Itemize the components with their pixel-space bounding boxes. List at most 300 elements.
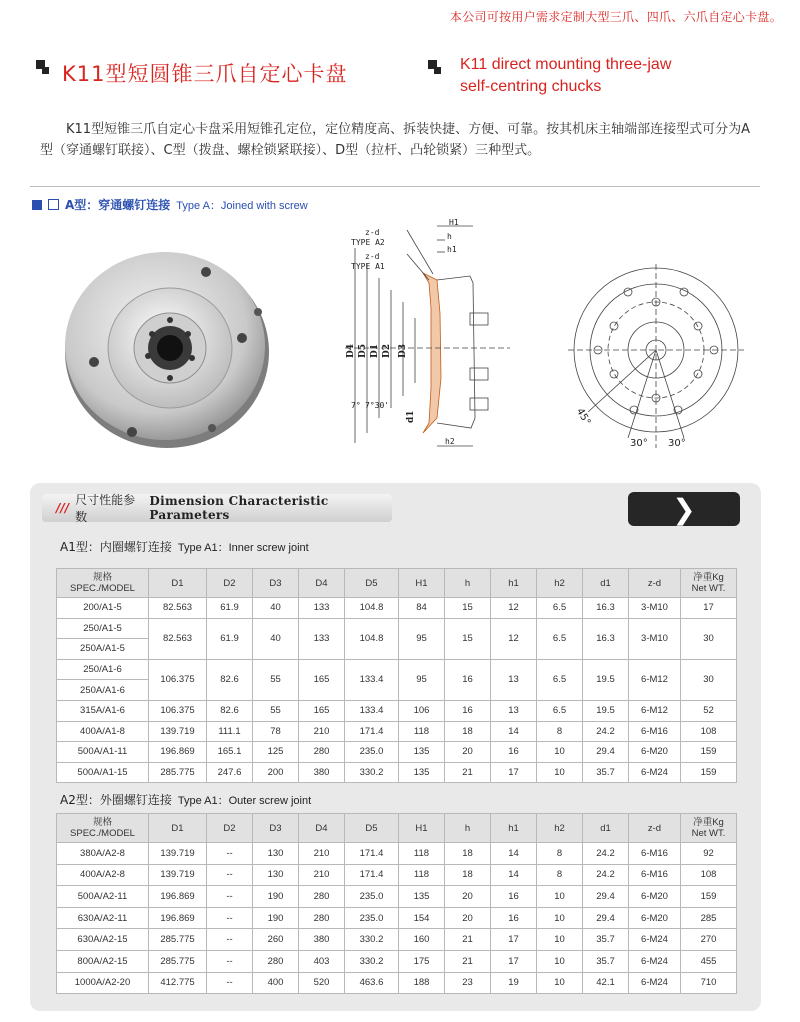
value-cell: 139.719 <box>149 864 207 886</box>
column-header <box>629 814 681 843</box>
value-cell: 78 <box>253 721 299 742</box>
value-cell: 40 <box>253 618 299 659</box>
title-bullet-icon <box>36 60 52 76</box>
value-cell: 95 <box>399 618 445 659</box>
value-cell: 40 <box>253 598 299 619</box>
value-cell: 108 <box>681 864 737 886</box>
value-cell: 135 <box>399 886 445 908</box>
value-cell: 61.9 <box>207 598 253 619</box>
column-header <box>681 569 737 598</box>
model-cell: 500A/A1-11 <box>57 742 149 763</box>
value-cell: 10 <box>537 907 583 929</box>
value-cell: 285.775 <box>149 762 207 783</box>
value-cell: 130 <box>253 843 299 865</box>
label-30deg-a: 30° <box>630 438 648 449</box>
value-cell: 35.7 <box>583 929 629 951</box>
value-cell: 29.4 <box>583 886 629 908</box>
column-header <box>537 569 583 598</box>
header-line: z-d <box>647 577 662 589</box>
header-line: h1 <box>508 577 519 589</box>
header-line: h1 <box>508 822 519 834</box>
value-cell: 285 <box>681 907 737 929</box>
chuck-photo <box>62 242 272 452</box>
label-d1: d1 <box>406 410 416 423</box>
header-line: h2 <box>554 822 565 834</box>
value-cell: 14 <box>491 864 537 886</box>
value-cell: 8 <box>537 843 583 865</box>
outline-square-icon <box>48 199 59 210</box>
value-cell: 14 <box>491 721 537 742</box>
table-row <box>57 721 737 742</box>
custom-notice: 本公司可按用户需求定制大型三爪、四爪、六爪自定心卡盘。 <box>449 10 782 24</box>
table-header-row <box>57 569 737 598</box>
model-cell: 200/A1-5 <box>57 598 149 619</box>
value-cell: 92 <box>681 843 737 865</box>
column-header <box>149 569 207 598</box>
model-cell: 250/A1-5 <box>57 618 149 639</box>
a2-section-label <box>60 791 311 808</box>
value-cell: 6-M16 <box>629 864 681 886</box>
header-line: D5 <box>365 822 378 834</box>
column-header <box>445 569 491 598</box>
header-line: 净重Kg <box>693 572 724 583</box>
value-cell: 154 <box>399 907 445 929</box>
value-cell: 106 <box>399 700 445 721</box>
value-cell: 210 <box>299 721 345 742</box>
value-cell: 17 <box>491 762 537 783</box>
value-cell: 19 <box>491 972 537 994</box>
value-cell: 200 <box>253 762 299 783</box>
table-row <box>57 929 737 951</box>
value-cell: 188 <box>399 972 445 994</box>
value-cell: 30 <box>681 659 737 700</box>
value-cell: 10 <box>537 950 583 972</box>
page-title-en <box>460 54 671 98</box>
column-header <box>149 814 207 843</box>
value-cell: 21 <box>445 929 491 951</box>
value-cell: 6-M24 <box>629 972 681 994</box>
header-line: Net WT. <box>691 583 726 594</box>
header-line: SPEC./MODEL <box>70 583 135 594</box>
title-en-bullet-icon <box>428 60 444 76</box>
column-header <box>57 814 149 843</box>
value-cell: 21 <box>445 950 491 972</box>
value-cell: 196.869 <box>149 886 207 908</box>
value-cell: 6.5 <box>537 618 583 659</box>
value-cell: 330.2 <box>345 929 399 951</box>
panel-title-en: Dimension Characteristic Parameters <box>149 494 329 522</box>
value-cell: 380 <box>299 762 345 783</box>
value-cell: 118 <box>399 721 445 742</box>
label-45deg: 45° <box>573 406 593 428</box>
value-cell: 6-M24 <box>629 929 681 951</box>
label-h2: h2 <box>445 437 455 446</box>
model-cell: 500A/A2-11 <box>57 886 149 908</box>
value-cell: 12 <box>491 618 537 659</box>
label-zd-1: z-d <box>365 228 380 237</box>
model-cell: 1000A/A2-20 <box>57 972 149 994</box>
value-cell: 455 <box>681 950 737 972</box>
value-cell: 285.775 <box>149 929 207 951</box>
label-H1: H1 <box>449 218 459 227</box>
value-cell: 52 <box>681 700 737 721</box>
value-cell: 210 <box>299 864 345 886</box>
model-cell: 800A/A2-15 <box>57 950 149 972</box>
value-cell: -- <box>207 972 253 994</box>
a1-label-en: Type A1：Inner screw joint <box>177 542 309 554</box>
a1-spec-table <box>56 568 737 783</box>
model-cell: 400A/A2-8 <box>57 864 149 886</box>
value-cell: 30 <box>681 618 737 659</box>
value-cell: 42.1 <box>583 972 629 994</box>
header-line: D2 <box>223 577 236 589</box>
value-cell: 16 <box>445 659 491 700</box>
table-row <box>57 950 737 972</box>
value-cell: 235.0 <box>345 886 399 908</box>
value-cell: 55 <box>253 659 299 700</box>
table-row <box>57 972 737 994</box>
column-header <box>399 569 445 598</box>
value-cell: 171.4 <box>345 864 399 886</box>
header-line: D1 <box>171 577 184 589</box>
a2-label-en: Type A1：Outer screw joint <box>177 795 312 807</box>
value-cell: 135 <box>399 762 445 783</box>
table-row <box>57 907 737 929</box>
model-cell: 500A/A1-15 <box>57 762 149 783</box>
header-line: D3 <box>269 577 282 589</box>
value-cell: 106.375 <box>149 700 207 721</box>
value-cell: 18 <box>445 864 491 886</box>
value-cell: 196.869 <box>149 907 207 929</box>
value-cell: 6.5 <box>537 659 583 700</box>
column-header <box>583 569 629 598</box>
value-cell: 125 <box>253 742 299 763</box>
value-cell: 280 <box>299 907 345 929</box>
value-cell: 55 <box>253 700 299 721</box>
value-cell: 17 <box>681 598 737 619</box>
value-cell: 130 <box>253 864 299 886</box>
model-cell: 250A/A1-6 <box>57 680 149 701</box>
value-cell: 412.775 <box>149 972 207 994</box>
label-angle-730: 7°30' <box>365 401 390 410</box>
header-line: h <box>464 577 471 589</box>
value-cell: 10 <box>537 762 583 783</box>
column-header <box>345 814 399 843</box>
value-cell: 380 <box>299 929 345 951</box>
value-cell: 8 <box>537 864 583 886</box>
value-cell: 17 <box>491 929 537 951</box>
value-cell: 15 <box>445 598 491 619</box>
value-cell: 16 <box>491 907 537 929</box>
value-cell: 104.8 <box>345 618 399 659</box>
panel-title-cn: 尺寸性能参数 <box>75 493 136 524</box>
header-line: D5 <box>365 577 378 589</box>
value-cell: 6.5 <box>537 700 583 721</box>
column-header <box>253 569 299 598</box>
table-row <box>57 598 737 619</box>
label-type-a1: TYPE A1 <box>351 262 385 271</box>
value-cell: 133.4 <box>345 700 399 721</box>
value-cell: 260 <box>253 929 299 951</box>
column-header <box>57 569 149 598</box>
table-row <box>57 659 737 680</box>
header-line: d1 <box>600 822 611 834</box>
label-D4: D4 <box>346 343 356 358</box>
next-button[interactable] <box>628 492 740 526</box>
value-cell: 10 <box>537 929 583 951</box>
front-view-drawing <box>548 262 758 452</box>
value-cell: 24.2 <box>583 843 629 865</box>
column-header <box>537 814 583 843</box>
value-cell: 10 <box>537 742 583 763</box>
value-cell: 6-M20 <box>629 907 681 929</box>
type-a-en: Type A：Joined with screw <box>176 199 308 212</box>
header-line: Net WT. <box>691 828 726 839</box>
value-cell: 8 <box>537 721 583 742</box>
label-D1: D1 <box>370 343 380 358</box>
table-row <box>57 700 737 721</box>
model-cell: 400A/A1-8 <box>57 721 149 742</box>
table-header-row <box>57 814 737 843</box>
label-h: h <box>447 232 452 241</box>
value-cell: 18 <box>445 843 491 865</box>
table-row <box>57 742 737 763</box>
value-cell: -- <box>207 886 253 908</box>
value-cell: 235.0 <box>345 742 399 763</box>
value-cell: 285.775 <box>149 950 207 972</box>
a1-label-cn: A1型：内圈螺钉连接 <box>60 540 172 554</box>
value-cell: 29.4 <box>583 907 629 929</box>
header-line: D4 <box>315 822 328 834</box>
column-header <box>583 814 629 843</box>
value-cell: 6.5 <box>537 598 583 619</box>
table-row <box>57 886 737 908</box>
value-cell: 235.0 <box>345 907 399 929</box>
value-cell: 12 <box>491 598 537 619</box>
column-header <box>445 814 491 843</box>
column-header <box>253 814 299 843</box>
page-title-cn: K11型短圆锥三爪自定心卡盘 <box>62 62 348 86</box>
column-header <box>491 814 537 843</box>
value-cell: 35.7 <box>583 762 629 783</box>
intro-paragraph: K11型短锥三爪自定心卡盘采用短锥孔定位，定位精度高、拆装快捷、方便、可靠。按其机床主轴端部连接型式可分为A型（穿通螺钉联接）、C型（拨盘、螺栓锁紧联接）、D型（拉杆、凸轮锁紧）三种型式。 <box>40 122 750 158</box>
value-cell: 6-M16 <box>629 843 681 865</box>
header-line: 规格 <box>92 572 112 583</box>
value-cell: 6-M16 <box>629 721 681 742</box>
chevron-right-icon: ❯ <box>672 492 696 526</box>
value-cell: 15 <box>445 618 491 659</box>
value-cell: 135 <box>399 742 445 763</box>
value-cell: 3-M10 <box>629 598 681 619</box>
value-cell: 400 <box>253 972 299 994</box>
value-cell: 24.2 <box>583 864 629 886</box>
value-cell: -- <box>207 864 253 886</box>
value-cell: 95 <box>399 659 445 700</box>
value-cell: 104.8 <box>345 598 399 619</box>
value-cell: 133.4 <box>345 659 399 700</box>
value-cell: 29.4 <box>583 742 629 763</box>
value-cell: 10 <box>537 886 583 908</box>
value-cell: 24.2 <box>583 721 629 742</box>
value-cell: 3-M10 <box>629 618 681 659</box>
value-cell: 171.4 <box>345 843 399 865</box>
value-cell: 171.4 <box>345 721 399 742</box>
column-header <box>345 569 399 598</box>
column-header <box>299 569 345 598</box>
value-cell: 159 <box>681 742 737 763</box>
slash-mark: /// <box>56 501 70 515</box>
table-row <box>57 864 737 886</box>
header-line: h <box>464 822 471 834</box>
value-cell: 20 <box>445 907 491 929</box>
value-cell: 61.9 <box>207 618 253 659</box>
label-30deg-b: 30° <box>668 438 686 449</box>
title-en-line1: K11 direct mounting three-jaw <box>460 56 672 73</box>
value-cell: 82.563 <box>149 598 207 619</box>
type-a-heading <box>32 196 308 213</box>
value-cell: 165 <box>299 700 345 721</box>
value-cell: 16.3 <box>583 598 629 619</box>
table-row <box>57 618 737 639</box>
value-cell: 82.6 <box>207 659 253 700</box>
value-cell: 23 <box>445 972 491 994</box>
header-line: SPEC./MODEL <box>70 828 135 839</box>
model-cell: 630A/A2-15 <box>57 929 149 951</box>
value-cell: 463.6 <box>345 972 399 994</box>
value-cell: 330.2 <box>345 950 399 972</box>
model-cell: 315A/A1-6 <box>57 700 149 721</box>
value-cell: -- <box>207 843 253 865</box>
filled-square-icon <box>32 200 42 210</box>
panel-title-tab <box>42 494 392 522</box>
column-header <box>399 814 445 843</box>
value-cell: 165 <box>299 659 345 700</box>
value-cell: 210 <box>299 843 345 865</box>
header-line: D3 <box>269 822 282 834</box>
value-cell: 710 <box>681 972 737 994</box>
value-cell: 111.1 <box>207 721 253 742</box>
value-cell: 159 <box>681 762 737 783</box>
header-line: D2 <box>223 822 236 834</box>
header-line: d1 <box>600 577 611 589</box>
value-cell: 520 <box>299 972 345 994</box>
label-D3: D3 <box>398 343 408 358</box>
label-zd-2: z-d <box>365 252 380 261</box>
value-cell: 247.6 <box>207 762 253 783</box>
table-row <box>57 762 737 783</box>
value-cell: 118 <box>399 864 445 886</box>
value-cell: 21 <box>445 762 491 783</box>
value-cell: 84 <box>399 598 445 619</box>
header-line: 净重Kg <box>693 817 724 828</box>
divider <box>30 186 760 187</box>
value-cell: -- <box>207 950 253 972</box>
a2-spec-table <box>56 813 737 994</box>
label-D5: D5 <box>358 343 368 358</box>
header-line: z-d <box>647 822 662 834</box>
column-header <box>207 814 253 843</box>
model-cell: 380A/A2-8 <box>57 843 149 865</box>
value-cell: 190 <box>253 907 299 929</box>
header-line: D4 <box>315 577 328 589</box>
value-cell: 16 <box>491 886 537 908</box>
value-cell: 133 <box>299 598 345 619</box>
value-cell: 190 <box>253 886 299 908</box>
column-header <box>681 814 737 843</box>
value-cell: 270 <box>681 929 737 951</box>
type-a-cn: A型：穿通螺钉连接 <box>65 198 171 212</box>
value-cell: 13 <box>491 700 537 721</box>
value-cell: 35.7 <box>583 950 629 972</box>
value-cell: 16 <box>445 700 491 721</box>
value-cell: 106.375 <box>149 659 207 700</box>
value-cell: 18 <box>445 721 491 742</box>
a2-label-cn: A2型：外圈螺钉连接 <box>60 793 172 807</box>
value-cell: 13 <box>491 659 537 700</box>
header-line: H1 <box>415 577 428 589</box>
table-row <box>57 843 737 865</box>
value-cell: 82.563 <box>149 618 207 659</box>
label-type-a2: TYPE A2 <box>351 238 385 247</box>
value-cell: 165.1 <box>207 742 253 763</box>
value-cell: 16.3 <box>583 618 629 659</box>
a1-section-label <box>60 538 309 555</box>
value-cell: 196.869 <box>149 742 207 763</box>
value-cell: 160 <box>399 929 445 951</box>
value-cell: 6-M12 <box>629 700 681 721</box>
value-cell: 280 <box>299 742 345 763</box>
header-line: H1 <box>415 822 428 834</box>
value-cell: 20 <box>445 742 491 763</box>
value-cell: 20 <box>445 886 491 908</box>
value-cell: 6-M24 <box>629 762 681 783</box>
column-header <box>207 569 253 598</box>
value-cell: 139.719 <box>149 843 207 865</box>
header-line: h2 <box>554 577 565 589</box>
value-cell: 6-M20 <box>629 742 681 763</box>
value-cell: 403 <box>299 950 345 972</box>
value-cell: -- <box>207 929 253 951</box>
section-drawing <box>345 218 515 453</box>
value-cell: 280 <box>299 886 345 908</box>
column-header <box>629 569 681 598</box>
value-cell: 139.719 <box>149 721 207 742</box>
header-line: 规格 <box>92 817 112 828</box>
value-cell: 19.5 <box>583 659 629 700</box>
model-cell: 250A/A1-5 <box>57 639 149 660</box>
value-cell: 6-M24 <box>629 950 681 972</box>
model-cell: 630A/A2-11 <box>57 907 149 929</box>
value-cell: 19.5 <box>583 700 629 721</box>
column-header <box>299 814 345 843</box>
value-cell: 330.2 <box>345 762 399 783</box>
label-h1: h1 <box>447 245 457 254</box>
value-cell: 6-M20 <box>629 886 681 908</box>
value-cell: 133 <box>299 618 345 659</box>
value-cell: 118 <box>399 843 445 865</box>
label-D2: D2 <box>382 343 392 358</box>
value-cell: 17 <box>491 950 537 972</box>
value-cell: 14 <box>491 843 537 865</box>
value-cell: 159 <box>681 886 737 908</box>
value-cell: -- <box>207 907 253 929</box>
model-cell: 250/A1-6 <box>57 659 149 680</box>
value-cell: 82.6 <box>207 700 253 721</box>
value-cell: 108 <box>681 721 737 742</box>
value-cell: 16 <box>491 742 537 763</box>
value-cell: 280 <box>253 950 299 972</box>
header-line: D1 <box>171 822 184 834</box>
